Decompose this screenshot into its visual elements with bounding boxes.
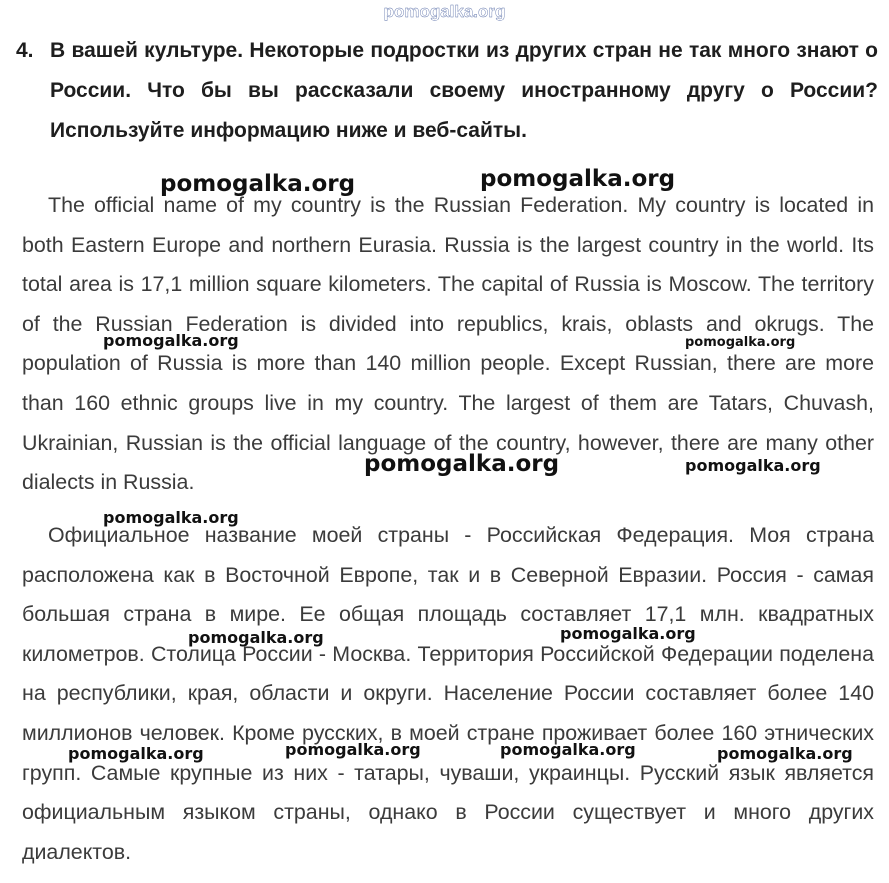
task-block (16, 31, 878, 151)
task-text: В вашей культуре. Некоторые подростки из других стран не так много знают о России. Что бы вы рассказали своему иностранному другу о России? Используйте информацию ниже и веб-сайты. (50, 39, 878, 142)
task-number: 4. (16, 39, 34, 62)
watermark: pomogalka.org (285, 740, 421, 759)
watermark: pomogalka.org (717, 744, 853, 763)
watermark: pomogalka.org (685, 456, 821, 475)
watermark: pomogalka.org (188, 628, 324, 647)
watermark: pomogalka.org (560, 624, 696, 643)
watermark: pomogalka.org (68, 744, 204, 763)
watermark: pomogalka.org (500, 740, 636, 759)
watermark: pomogalka.org (685, 335, 796, 350)
watermark: pomogalka.org (480, 166, 676, 192)
watermark: pomogalka.org (103, 331, 239, 350)
english-paragraph: The official name of my country is the Russian Federation. My country is located in both Eastern Europe and northern Eurasia. Russia is the largest country in the world. Its total area is 17,1 million square kilometers. The capital of Russia is Moscow. The territory of the Russian Federation is divided into republics, krais, oblasts and okrugs. The population of Russia is more than 140 million people. Except Russian, there are more than 160 ethnic groups live in my country. The largest of them are Tatars, Chuvash, Ukrainian, Russian is the official language of the country, however, there are many other dialects in Russia. (22, 193, 874, 495)
russian-paragraph: Официальное название моей страны - Российская Федерация. Моя страна расположена как в Восточной Европе, так и в Северной Евразии. Россия - самая большая страна в мире. Ее общая площадь составляет 17,1 млн. квадратных километров. Столица России - Москва. Территория Российской Федерации поделена на республики, края, области и округи. Население России составляет более 140 миллионов человек. Кроме русских, в моей стране проживает более 160 этнических групп. Самые крупные из них - татары, чуваши, украинцы. Русский язык является официальным языком страны, однако в России существует и много других диалектов. (22, 523, 874, 864)
watermark: pomogalka.org (364, 451, 560, 477)
watermark: pomogalka.org (103, 508, 239, 527)
watermark: pomogalka.org (160, 171, 356, 197)
site-header-watermark: pomogalka.org (383, 2, 506, 21)
